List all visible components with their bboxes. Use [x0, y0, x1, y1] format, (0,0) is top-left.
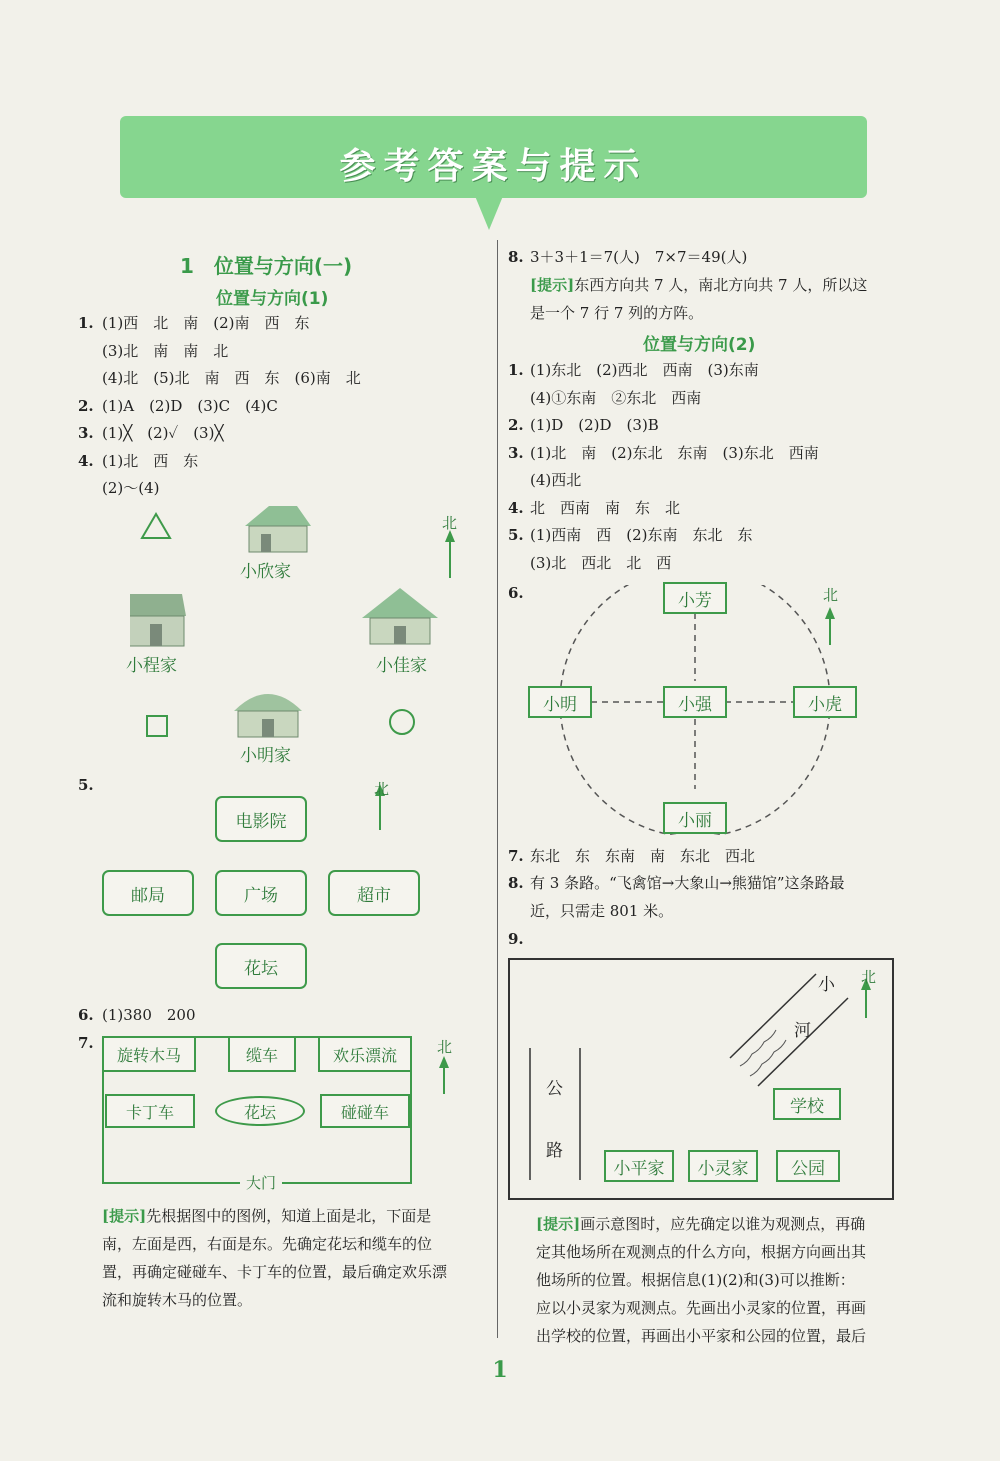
question-number: 1. — [78, 314, 94, 332]
circle-shape — [390, 710, 414, 734]
banner-pointer — [475, 196, 503, 230]
map-box: 花坛 — [215, 943, 307, 989]
map-box: 欢乐漂流 — [318, 1036, 412, 1072]
question-number: 1. — [508, 361, 524, 379]
answer-text: 3＋3＋1＝7(人) 7×7＝49(人) — [530, 248, 748, 266]
place-box: 小平家 — [604, 1150, 674, 1182]
hint-block — [536, 1210, 926, 1350]
road-label: 公 — [546, 1079, 563, 1099]
river-label: 小 — [818, 975, 835, 995]
house-icon — [234, 694, 302, 737]
house-label: 小佳家 — [376, 656, 427, 676]
north-label: 北 — [823, 586, 839, 604]
hint-text: 定其他场所在观测点的什么方向，根据方向画出其 — [536, 1243, 867, 1261]
question-number: 2. — [78, 397, 94, 415]
house-label: 小明家 — [240, 746, 291, 766]
north-label: 北 — [861, 968, 877, 986]
question-number: 4. — [78, 452, 94, 470]
hint-text: 置，再确定碰碰车、卡丁车的位置，最后确定欢乐漂 — [102, 1263, 448, 1281]
answer-text: (4)西北 — [530, 471, 582, 489]
question-number: 9. — [508, 930, 524, 948]
answer-text: (1)380 200 — [102, 1006, 196, 1024]
question-number: 7. — [78, 1034, 94, 1052]
question-number: 5. — [508, 526, 524, 544]
subsection-title: 位置与方向(2) — [643, 335, 756, 355]
hint-text: 流和旋转木马的位置。 — [102, 1291, 253, 1309]
answer-text: (3)北 西北 北 西 — [530, 554, 672, 572]
page-number: 1 — [492, 1357, 508, 1383]
answer-text: (3)北 南 南 北 — [102, 342, 229, 360]
hint-text: 东西方向共 7 人，南北方向共 7 人，所以这 — [574, 276, 868, 294]
person-box: 小丽 — [663, 802, 727, 834]
question-number: 7. — [508, 847, 524, 865]
triangle-shape — [142, 514, 170, 538]
map-box: 广场 — [215, 870, 307, 916]
map-box: 旋转木马 — [102, 1036, 196, 1072]
hint-block — [102, 1202, 494, 1314]
house-label: 小程家 — [126, 656, 177, 676]
question-number: 2. — [508, 416, 524, 434]
answer-text: (1)北 南 (2)东北 东南 (3)东北 西南 — [530, 444, 819, 462]
hint-text — [530, 274, 867, 296]
hint-label: [提示] — [536, 1215, 581, 1233]
road-label: 路 — [546, 1141, 563, 1161]
hint-text: 他场所的位置。根据信息(1)(2)和(3)可以推断： — [536, 1271, 855, 1289]
river-label: 河 — [794, 1021, 811, 1041]
question-number: 8. — [508, 874, 524, 892]
answer-text: 北 西南 南 东 北 — [530, 499, 681, 517]
hint-text: 应以小灵家为观测点。先画出小灵家的位置，再画 — [536, 1299, 867, 1317]
hint-text: 南，左面是西，右面是东。先确定花坛和缆车的位 — [102, 1235, 433, 1253]
answer-text: (1)A (2)D (3)C (4)C — [102, 397, 278, 415]
page-title: 参考答案与提示 — [339, 146, 648, 187]
answer-text: 近，只需走 801 米。 — [530, 902, 674, 920]
question-number: 6. — [78, 1006, 94, 1024]
answer-text: (1)东北 (2)西北 西南 (3)东南 — [530, 361, 759, 379]
question-number: 3. — [78, 424, 94, 442]
square-shape — [147, 716, 167, 736]
person-box: 小明 — [528, 686, 592, 718]
house-icon — [130, 594, 186, 646]
hint-text: 是一个 7 行 7 列的方阵。 — [530, 304, 704, 322]
map-box: 碰碰车 — [320, 1094, 410, 1128]
question-number: 6. — [508, 584, 524, 602]
house-icon — [362, 588, 438, 644]
answer-text: (1)北 西 东 — [102, 452, 199, 470]
hint-text: 画示意图时，应先确定以谁为观测点，再确 — [580, 1215, 866, 1233]
house-label: 小欣家 — [240, 562, 291, 582]
subsection-title: 位置与方向(1) — [216, 289, 329, 309]
map-box: 卡丁车 — [105, 1094, 195, 1128]
person-box: 小虎 — [793, 686, 857, 718]
answer-text: (4)北 (5)北 南 西 东 (6)南 北 — [102, 369, 361, 387]
north-arrow-icon — [439, 1056, 449, 1068]
q4-figure — [130, 500, 470, 770]
question-number: 5. — [78, 776, 94, 794]
north-label: 北 — [442, 514, 458, 532]
section-title: 1 位置与方向(一) — [180, 254, 353, 278]
answer-text: (4)①东南 ②东北 西南 — [530, 389, 702, 407]
person-box: 小芳 — [663, 582, 727, 614]
north-arrow — [434, 1054, 454, 1094]
answer-text: (1)D (2)D (3)B — [530, 416, 659, 434]
house-icon — [245, 506, 311, 552]
north-arrow-icon — [825, 607, 835, 619]
answer-text: 有 3 条路。“飞禽馆→大象山→熊猫馆”这条路最 — [530, 874, 845, 892]
place-box: 公园 — [776, 1150, 840, 1182]
answer-text: (1)西南 西 (2)东南 东北 东 — [530, 526, 753, 544]
question-number: 8. — [508, 248, 524, 266]
place-box: 学校 — [773, 1088, 841, 1120]
answer-text: 东北 东 东南 南 东北 西北 — [530, 847, 756, 865]
person-box: 小强 — [663, 686, 727, 718]
map-box: 花坛 — [215, 1096, 305, 1126]
answer-text: (1)╳ (2)✓ (3)╳ — [102, 424, 224, 442]
hint-text: 先根据图中的图例，知道上面是北，下面是 — [146, 1207, 432, 1225]
north-label: 北 — [374, 780, 390, 798]
gate-label: 大门 — [240, 1172, 282, 1193]
answer-text: (2)～(4) — [102, 479, 160, 497]
question-number: 4. — [508, 499, 524, 517]
question-number: 3. — [508, 444, 524, 462]
place-box: 小灵家 — [688, 1150, 758, 1182]
hint-label: [提示] — [102, 1207, 147, 1225]
hint-label: [提示] — [530, 276, 575, 294]
map-box: 缆车 — [228, 1036, 296, 1072]
map-box: 超市 — [328, 870, 420, 916]
column-divider — [497, 240, 498, 1338]
map-box: 电影院 — [215, 796, 307, 842]
answer-text: (1)西 北 南 (2)南 西 东 — [102, 314, 310, 332]
map-box: 邮局 — [102, 870, 194, 916]
hint-text: 出学校的位置，再画出小平家和公园的位置，最后 — [536, 1327, 867, 1345]
north-label: 北 — [437, 1038, 453, 1056]
